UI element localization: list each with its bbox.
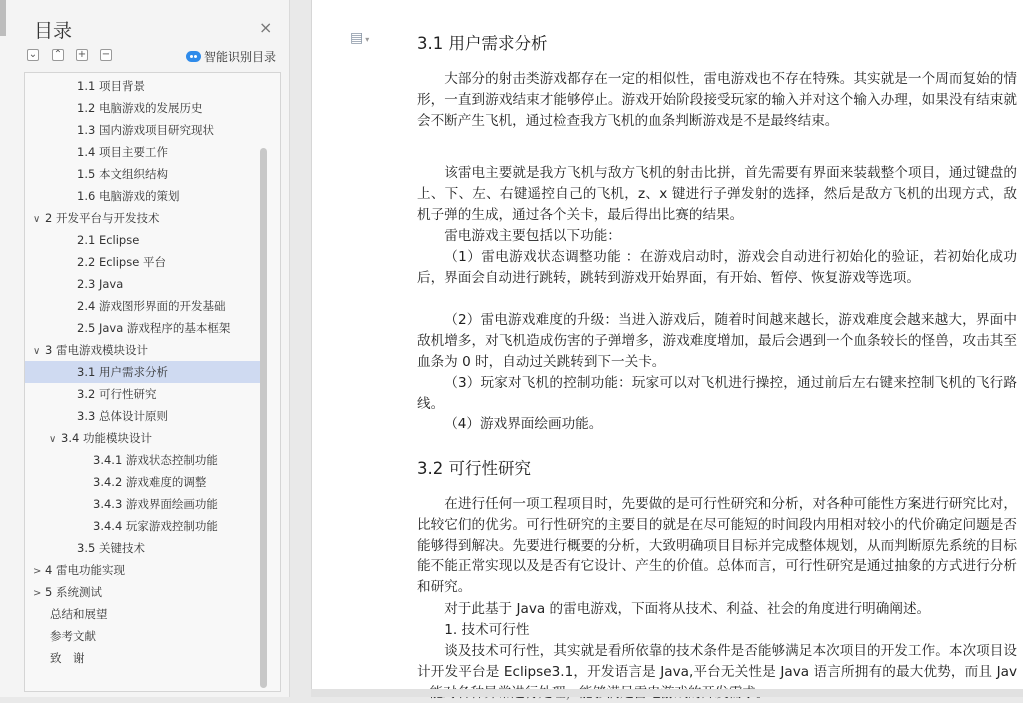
toc-item[interactable] — [25, 141, 261, 163]
toc-title: 目录 — [34, 20, 73, 42]
toc-item[interactable] — [25, 405, 261, 427]
toc-item-label: 3 雷电游戏模块设计 — [45, 343, 148, 357]
paragraph: 对于此基于 Java 的雷电游戏，下面将从技术、利益、社会的角度进行明确阐述。 — [444, 601, 931, 617]
close-icon[interactable]: × — [259, 18, 273, 37]
paragraph: 谈及技术可行性，其实就是看所依靠的技术条件是否能够满足本次项目的开发工作。本次项目设计开发平台是 Eclipse3.1，开发语言是 Java,平台无关性是 Java 语言所拥有的最大优势，而且 Jav — [417, 643, 1017, 680]
chevron-down-icon[interactable]: ∨ — [33, 214, 41, 225]
paragraph: （4）游戏界面绘画功能。 — [444, 416, 603, 432]
paragraph: 该雷电主要就是我方飞机与敌方飞机的射击比拼，首先需要有界面来装载整个项目，通过键盘的上、下、左、右键遥控自己的飞机，z、x 键进行子弹发射的选择，然后是敌方飞机的出现方式，敌机子弹的生成，通过各个关卡，最后得出比赛的结果。 — [417, 165, 1017, 223]
toc-item-label: 1.3 国内游戏项目研究现状 — [77, 123, 214, 137]
chevron-down-icon[interactable]: ∨ — [33, 346, 41, 357]
section-3-2-heading: 3.2 可行性研究 — [417, 459, 531, 478]
chevron-right-icon[interactable]: > — [33, 566, 42, 577]
toc-item[interactable] — [25, 273, 261, 295]
paragraph: 在进行任何一项工程项目时，先要做的是可行性研究和分析，对各种可能性方案进行研究比对，比较它们的优劣。可行性研究的主要目的就是在尽可能短的时间段内用相对较小的代价确定问题是否能够得到解决。先要进行概要的分析，大致明确项目目标并完成整体规划，从而判断原先系统的目标能不能正常实现以及是否有它设计、产生的价值。总体而言，可行性研究是通过抽象的方式进行分析和研究。 — [417, 496, 1017, 596]
paragraph-icon[interactable]: ▤ ▾ — [350, 30, 370, 46]
toc-item-label: 2.4 游戏图形界面的开发基础 — [77, 299, 226, 313]
toc-item[interactable] — [25, 471, 261, 493]
toc-item-label: 1.4 项目主要工作 — [77, 145, 168, 159]
toc-item[interactable] — [25, 295, 261, 317]
expand-up-button[interactable]: ⌃ — [53, 49, 63, 60]
toc-item-label: 3.1 用户需求分析 — [77, 365, 168, 379]
chevron-right-icon[interactable]: > — [33, 588, 42, 599]
section-3-1-heading: 3.1 用户需求分析 — [417, 34, 548, 53]
toc-item[interactable] — [25, 581, 261, 603]
page-bottom-edge — [311, 689, 1023, 697]
toc-item-label: 2.2 Eclipse 平台 — [77, 255, 166, 269]
toc-item-label: 1.6 电脑游戏的策划 — [77, 189, 180, 203]
toc-item[interactable] — [25, 119, 261, 141]
toc-item[interactable] — [25, 97, 261, 119]
toc-item-label: 总结和展望 — [50, 607, 108, 621]
toc-item-label: 3.4.1 游戏状态控制功能 — [93, 453, 218, 467]
paragraph: （3）玩家对飞机的控制功能：玩家可以对飞机进行操控，通过前后左右键来控制飞机的飞行路线。 — [417, 375, 1017, 412]
collapse-all-button[interactable]: ⌄ — [28, 49, 38, 60]
smart-toc-button[interactable] — [186, 48, 276, 65]
toc-item-label: 3.4 功能模块设计 — [61, 431, 152, 445]
toc-item[interactable] — [25, 515, 261, 537]
toc-item-label: 2.3 Java — [77, 277, 124, 291]
paragraph: 大部分的射击类游戏都存在一定的相似性，雷电游戏也不存在特殊。其实就是一个周而复始的情形，一直到游戏结束才能够停止。游戏开始阶段接受玩家的输入并对这个输入办理，如果没有结束就会不断产生飞机，通过检查我方飞机的血条判断游戏是不是最终结束。 — [417, 71, 1017, 129]
toc-item-label: 致 谢 — [50, 651, 85, 665]
toc-item[interactable] — [25, 559, 261, 581]
sidebar-scroll-stub — [0, 0, 6, 36]
toc-item[interactable] — [25, 207, 261, 229]
toc-item[interactable] — [25, 537, 261, 559]
chevron-down-icon[interactable]: ∨ — [49, 434, 57, 445]
toc-item-label: 3.4.2 游戏难度的调整 — [93, 475, 207, 489]
toc-item[interactable] — [25, 163, 261, 185]
toc-item[interactable] — [25, 339, 261, 361]
toc-item-label: 3.2 可行性研究 — [77, 387, 157, 401]
toc-item-label: 3.4.4 玩家游戏控制功能 — [93, 519, 218, 533]
document-page — [311, 0, 1023, 697]
toc-item[interactable] — [25, 603, 261, 625]
smart-toc-label: 智能识别目录 — [204, 50, 277, 64]
toc-item-label: 3.4.3 游戏界面绘画功能 — [93, 497, 218, 511]
toc-item[interactable] — [25, 75, 261, 97]
toc-item[interactable] — [25, 229, 261, 251]
toc-scrollbar[interactable] — [260, 148, 267, 688]
toc-item-label: 2 开发平台与开发技术 — [45, 211, 160, 225]
document-area — [290, 0, 1023, 697]
toc-panel — [24, 72, 281, 692]
toc-item-label: 2.1 Eclipse — [77, 233, 140, 247]
toc-item-label: 5 系统测试 — [45, 585, 102, 599]
add-heading-button[interactable]: + — [77, 49, 87, 60]
toc-item-label: 1.2 电脑游戏的发展历史 — [77, 101, 203, 115]
paragraph: （1）雷电游戏状态调整功能 ：在游戏启动时，游戏会自动进行初始化的验证，若初始化成功后，界面会自动进行跳转，跳转到游戏开始界面，有开始、暂停、恢复游戏等选项。 — [417, 249, 1017, 286]
toc-item[interactable] — [25, 647, 261, 669]
toc-item[interactable] — [25, 493, 261, 515]
paragraph: （2）雷电游戏难度的升级：当进入游戏后，随着时间越来越长，游戏难度会越来越大，界面中敌机增多，对飞机造成伤害的子弹增多，游戏难度增加，最后会遇到一个血条较长的怪兽，攻击其至血条为 0 时，自动过关跳转到下一关卡。 — [417, 312, 1017, 370]
paragraph: 1. 技术可行性 — [444, 622, 530, 638]
toc-item[interactable] — [25, 625, 261, 647]
toc-item-label: 3.5 关键技术 — [77, 541, 145, 555]
toc-item[interactable] — [25, 317, 261, 339]
toc-item-label: 4 雷电功能实现 — [45, 563, 125, 577]
paragraph: 雷电游戏主要包括以下功能： — [444, 228, 621, 244]
toc-item[interactable] — [25, 449, 261, 471]
toc-item-label: 参考文献 — [50, 629, 96, 643]
toc-item[interactable] — [25, 427, 261, 449]
toc-item-label: 1.5 本文组织结构 — [77, 167, 168, 181]
toc-sidebar — [0, 0, 290, 697]
toc-item[interactable] — [25, 251, 261, 273]
toc-item[interactable] — [25, 383, 261, 405]
toc-item[interactable] — [25, 185, 261, 207]
ai-bot-icon — [186, 51, 201, 62]
toc-item-label: 2.5 Java 游戏程序的基本框架 — [77, 321, 231, 335]
toc-item-label: 1.1 项目背景 — [77, 79, 145, 93]
toc-item-label: 3.3 总体设计原则 — [77, 409, 168, 423]
remove-heading-button[interactable]: − — [101, 49, 111, 60]
toc-item[interactable] — [25, 361, 261, 383]
